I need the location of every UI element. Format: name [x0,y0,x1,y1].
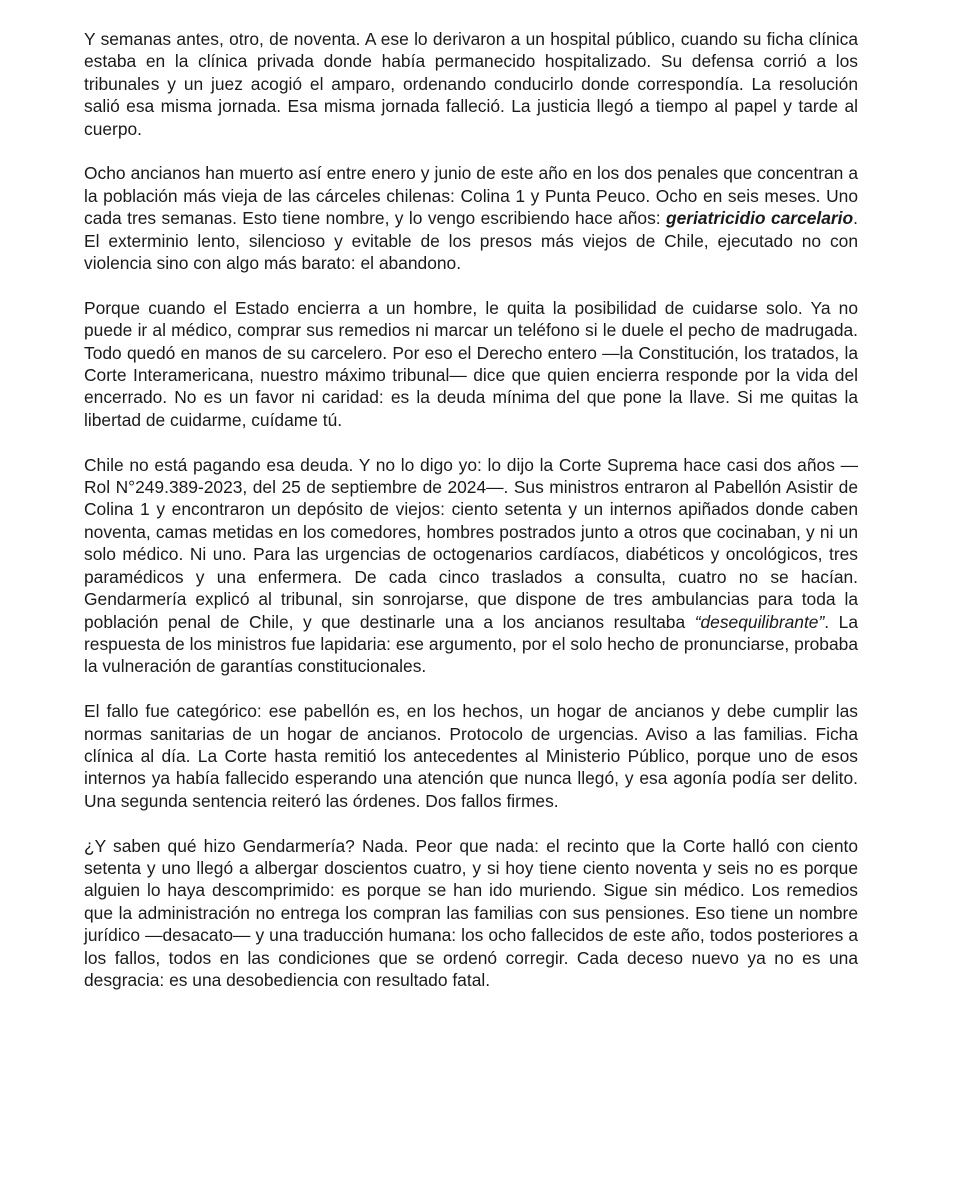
paragraph-text: . La respuesta de los ministros fue lapidaria: ese argumento, por el solo hecho de pronunciarse, probaba la vulneración de garantías constitucionales. [84,611,858,677]
paragraph-6 [84,835,858,992]
paragraph-1 [84,28,858,140]
emphasized-term: geriatricidio carcelario [666,208,854,229]
paragraph-text: Porque cuando el Estado encierra a un hombre, le quita la posibilidad de cuidarse solo. Ya no puede ir al médico, comprar sus remedios ni marcar un teléfono si le duele el pecho de madrugada. Todo quedó en manos de su carcelero. Por eso el Derecho entero —la Constitución, los tratados, la Corte Interamericana, nuestro máximo tribunal— dice que quien encierra responde por la vida del encerrado. No es un favor ni caridad: es la deuda mínima del que pone la llave. Si me quitas la libertad de cuidarme, cuídame tú. [84,297,858,430]
document-body [84,28,858,1014]
quoted-term: “desequilibrante” [694,611,825,632]
paragraph-4 [84,454,858,678]
paragraph-text: ¿Y saben qué hizo Gendarmería? Nada. Peor que nada: el recinto que la Corte halló con ciento setenta y uno llegó a albergar doscientos cuatro, y si hoy tiene ciento noventa y seis no es porque alguien lo haya descomprimido: es porque se han ido muriendo. Sigue sin médico. Los remedios que la administración no entrega los compran las familias con sus pensiones. Eso tiene un nombre jurídico —desacato— y una traducción humana: los ocho fallecidos de este año, todos posteriores a los fallos, todos en las condiciones que se ordenó corregir. Cada deceso nuevo ya no es una desgracia: es una desobediencia con resultado fatal. [84,835,858,990]
paragraph-text: Ocho ancianos han muerto así entre enero y junio de este año en los dos penales que concentran a la población más vieja de las cárceles chilenas: Colina 1 y Punta Peuco. Ocho en seis meses. Uno cada tres semanas. Esto tiene nombre, y lo vengo escribiendo hace años: [84,163,858,229]
paragraph-text: . El exterminio lento, silencioso y evitable de los presos más viejos de Chile, ejecutado no con violencia sino con algo más barato: el abandono. [84,208,858,274]
paragraph-3 [84,297,858,431]
paragraph-text: Y semanas antes, otro, de noventa. A ese lo derivaron a un hospital público, cuando su ficha clínica estaba en la clínica privada donde había permanecido hospitalizado. Su defensa corrió a los tribunales y un juez acogió el amparo, ordenando conducirlo donde correspondía. La resolución salió esa misma jornada. Esa misma jornada falleció. La justicia llegó a tiempo al papel y tarde al cuerpo. [84,29,858,139]
paragraph-5 [84,700,858,812]
paragraph-text: El fallo fue categórico: ese pabellón es, en los hechos, un hogar de ancianos y debe cumplir las normas sanitarias de un hogar de ancianos. Protocolo de urgencias. Aviso a las familias. Ficha clínica al día. La Corte hasta remitió los antecedentes al Ministerio Público, porque uno de esos internos ya había fallecido esperando una atención que nunca llegó, y esa agonía podía ser delito. Una segunda sentencia reiteró las órdenes. Dos fallos firmes. [84,701,858,811]
paragraph-text: Chile no está pagando esa deuda. Y no lo digo yo: lo dijo la Corte Suprema hace casi dos años —Rol N°249.389-2023, del 25 de septiembre de 2024—. Sus ministros entraron al Pabellón Asistir de Colina 1 y encontraron un depósito de viejos: ciento setenta y un internos apiñados donde caben noventa, camas metidas en los comedores, hombres postrados junto a otros que cocinaban, y ni un solo médico. Ni uno. Para las urgencias de octogenarios cardíacos, diabéticos y oncológicos, tres paramédicos y una enfermera. De cada cinco traslados a consulta, cuatro no se hacían. Gendarmería explicó al tribunal, sin sonrojarse, que dispone de tres ambulancias para toda la población penal de Chile, y que destinarle una a los ancianos resultaba [84,454,858,632]
paragraph-2 [84,162,858,274]
